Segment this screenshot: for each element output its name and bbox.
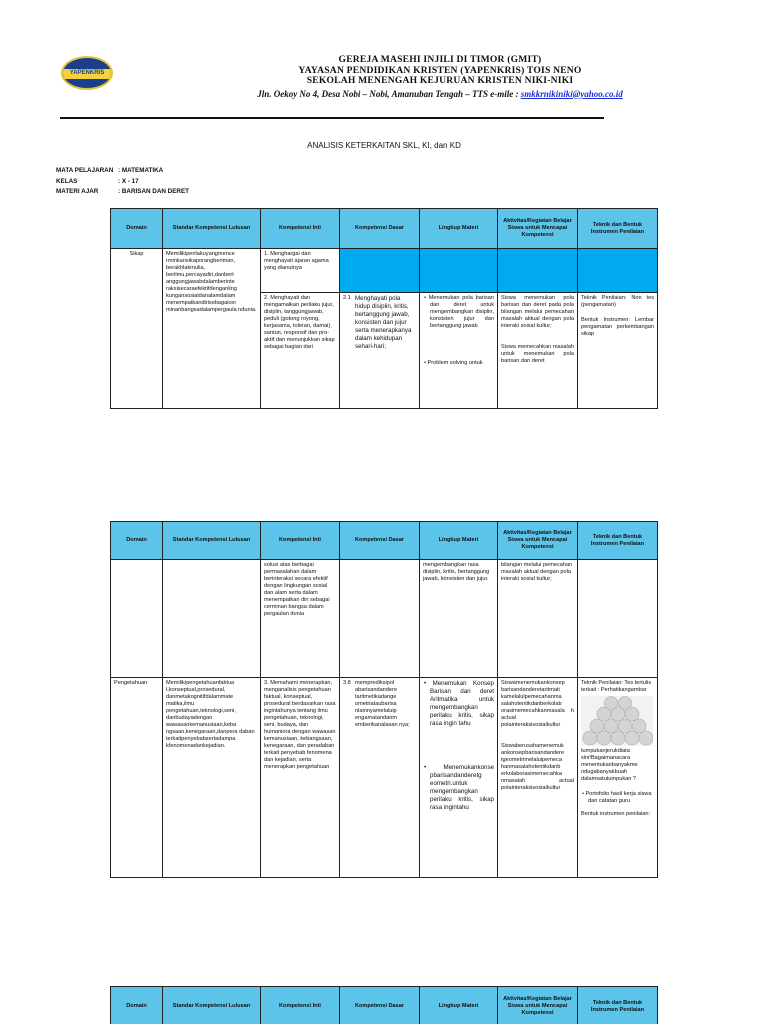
col-domain: Domain xyxy=(111,987,163,1024)
kd-cell-empty xyxy=(340,249,420,293)
orange-pile-image xyxy=(581,696,653,746)
col-domain: Domain xyxy=(111,522,163,560)
meta-row-material: MATERI AJAR : BARISAN DAN DERET xyxy=(56,188,190,195)
col-teknik: Teknik dan Bentuk Instrumen Penilaian xyxy=(578,209,658,249)
analysis-table-page1 xyxy=(110,208,658,409)
aktivitas-cell: Siswa menemukan pola barisan dan deret pada pola bilangan melalui pemecahan masalah aktual dengan pola interaki sosial kultur; Siswa memecahkan masalah untuk menemukan pola barisan dan deret xyxy=(498,293,578,409)
analysis-table-page3 xyxy=(110,986,658,1024)
meta-row-subject: MATA PELAJARAN : MATEMATIKA xyxy=(56,167,164,174)
letterhead-text xyxy=(120,55,760,100)
kd-cell-empty xyxy=(340,560,420,678)
foundation-name: YAYASAN PENDIDIKAN KRISTEN (YAPENKRIS) TOIS NENO xyxy=(298,64,582,76)
col-ki: Kompetensi Inti xyxy=(261,987,340,1024)
col-ki: Kompetensi Inti xyxy=(261,209,340,249)
lingkup-cell: • Menemukan pola barisan dan deret untuk mengembangkan disiplin, konsisten jujur dan bertanggung jawab • Problem solving untuk xyxy=(420,293,498,409)
ki-cell: 2. Menghayati dan mengamalkan perilaku jujur, disiplin, tanggungjawab, peduli (gotong royong, kerjasama, toleran, damai), santun, responsif dan pro-aktif dan menunjukkan sikap sebagai bagian dari xyxy=(261,293,340,409)
ki-cell: solusi atas berbagai permasalahan dalam berinteraksi secara efektif dengan lingkungan sosial dan alam serta dalam menempatkan diri sebagai cerminan bangsa dalam pergaulan dunia xyxy=(261,560,340,678)
col-teknik: Teknik dan Bentuk Instrumen Penilaian xyxy=(578,987,658,1024)
col-aktivitas: Aktivitas/Kegiatan Belajar Siswa untuk Mencapai Kompetensi xyxy=(498,522,578,560)
aktivitas-cell-empty xyxy=(498,249,578,293)
skl-cell-empty xyxy=(163,560,261,678)
col-lingkup: Lingkup Materi xyxy=(420,522,498,560)
col-lingkup: Lingkup Materi xyxy=(420,987,498,1024)
teknik-cell: Teknik Penilaian: Tes tertulis terkait : Perhatikangambar tumpukanjerukdiata sini!Bagaimanacara menentukanbanyakme ndugabanyakbuah dalamsatutumpukan ? • Portofolio hasil kerja siswa dan catatan guru Bentuk instrumen penilaian: xyxy=(578,678,658,878)
skl-cell: Memilikiperilakuyangmence rminkansikaporangberiman, berakhlakmulia, berilmu,percayadiri,danbert anggungjawabdalamberinte raksisecaraefektifdenganling kungansosialdanalamdalam menempatkandirisebagaicer minanbangsadalampergaula ndunia. xyxy=(163,249,261,409)
col-kd: Kompetensi Dasar xyxy=(340,522,420,560)
kd-cell: 2.1 Menghayati pola hidup disiplin, kritis, bertanggung jawab, konsisten dan jujur serta menerapkanya dalam kehidupan sehari-hari; xyxy=(340,293,420,409)
school-address xyxy=(120,88,760,100)
letterhead xyxy=(0,0,768,130)
col-kd: Kompetensi Dasar xyxy=(340,209,420,249)
teknik-cell-empty xyxy=(578,560,658,678)
col-skl: Standar Kompetensi Lulusan xyxy=(163,522,261,560)
domain-cell: Sikap xyxy=(111,249,163,409)
ki-cell: 3. Memahami menerapkan, menganalisis pengetahuan faktual, konseptual, prosedural berdasarkan rasa ingintahunya tentang ilmu pengetahuan, teknologi, seni, budaya, dan humaniora dengan wawasan kemanusiaan, kebangsaan, kenegaraan, dan peradaban terkait penyebab fenomena dan kejadian, serta menerapkan pengetahuan xyxy=(261,678,340,878)
col-ki: Kompetensi Inti xyxy=(261,522,340,560)
col-lingkup: Lingkup Materi xyxy=(420,209,498,249)
teknik-cell-empty xyxy=(578,249,658,293)
aktivitas-cell: Siswamenemukankonsep barisandanderetaritmati kamelalulpemecahanma salahotentikdanberkolab orasimemecahkanmasala h actual polainteraksisosialkultur Siswaberusahamenemuk ankonsepbarisandandere tgeometrimelaluipemeca hanmasalahotentikdanb erkolaborasimemecahka nmasalah actual polainteraksisosialkultur xyxy=(498,678,578,878)
table-header-row xyxy=(111,987,658,1024)
table-row xyxy=(111,249,658,293)
table-header-row xyxy=(111,209,658,249)
col-teknik: Teknik dan Bentuk Instrumen Penilaian xyxy=(578,522,658,560)
domain-cell: Pengetahuan xyxy=(111,678,163,878)
table-row xyxy=(111,678,658,878)
lingkup-cell-empty xyxy=(420,249,498,293)
email-link[interactable]: smkkrnikiniki@yahoo.co.id xyxy=(520,88,623,99)
skl-cell: Memilikipengetahuanfaktua l,konseptual,prosedural, danmetakognitifdalammate matika,ilmu pengetahuan,teknologi,seni, danbudayadengan wawasankemanusiaan,keba ngsaan,kenegaraan,danpera daban terkaitpenyebabsertadampa kfenomenadankejadian. xyxy=(163,678,261,878)
col-skl: Standar Kompetensi Lulusan xyxy=(163,209,261,249)
aktivitas-cell: bilangan melalui pemecahan masalah aktual dengan pola interaki sosial kultur; xyxy=(498,560,578,678)
church-name: GEREJA MASEHI INJILI DI TIMOR (GMIT) xyxy=(338,54,542,65)
subject-info xyxy=(56,166,189,198)
document-title: ANALISIS KETERKAITAN SKL, KI, dan KD xyxy=(307,141,461,150)
col-skl: Standar Kompetensi Lulusan xyxy=(163,987,261,1024)
school-logo xyxy=(61,56,113,90)
school-name: SEKOLAH MENENGAH KEJURUAN KRISTEN NIKI-NIKI xyxy=(306,75,574,86)
col-aktivitas: Aktivitas/Kegiatan Belajar Siswa untuk Mencapai Kompetensi xyxy=(498,209,578,249)
ki-cell: 1. Menghargai dan menghayati ajaran agama yang dianutnya xyxy=(261,249,340,293)
lingkup-cell: mengembangkan rasa disiplin, kritis, bertanggung jawab, konsisten dan jujur. xyxy=(420,560,498,678)
teknik-cell: Teknik Penilaian: Non tes (pengamatan) Bentuk Instrumen: Lembar pengamatan perkembangan sikap xyxy=(578,293,658,409)
analysis-table-page2 xyxy=(110,521,658,878)
lingkup-cell: • Menemukan Konsep Barisan dan deret Aritmatika untuk mengembangkan perilaku kritis, sikap rasa ingin tahu • Menemukankonse pbarisandanderetg eometri.untuk mengembangkan perilaku kritis, sikap rasa ingintahu xyxy=(420,678,498,878)
table-row xyxy=(111,560,658,678)
logo-text: YAPENKRIS xyxy=(69,70,105,76)
col-domain: Domain xyxy=(111,209,163,249)
col-aktivitas: Aktivitas/Kegiatan Belajar Siswa untuk Mencapai Kompetensi xyxy=(498,987,578,1024)
header-divider xyxy=(60,117,604,119)
address-text: Jln. Oekoy No 4, Desa Nobi – Nobi, Amanuban Tengah – TTS e-mile : xyxy=(257,88,519,99)
meta-row-class: KELAS : X - 17 xyxy=(56,177,139,185)
table-header-row xyxy=(111,522,658,560)
domain-cell-empty xyxy=(111,560,163,678)
col-kd: Kompetensi Dasar xyxy=(340,987,420,1024)
kd-cell: 3.8 memprediksipol abarisandandere taritmetikadange ometriataubarisa nlainnyamelaluip engamatandanm emberikanalasan nya; xyxy=(340,678,420,878)
